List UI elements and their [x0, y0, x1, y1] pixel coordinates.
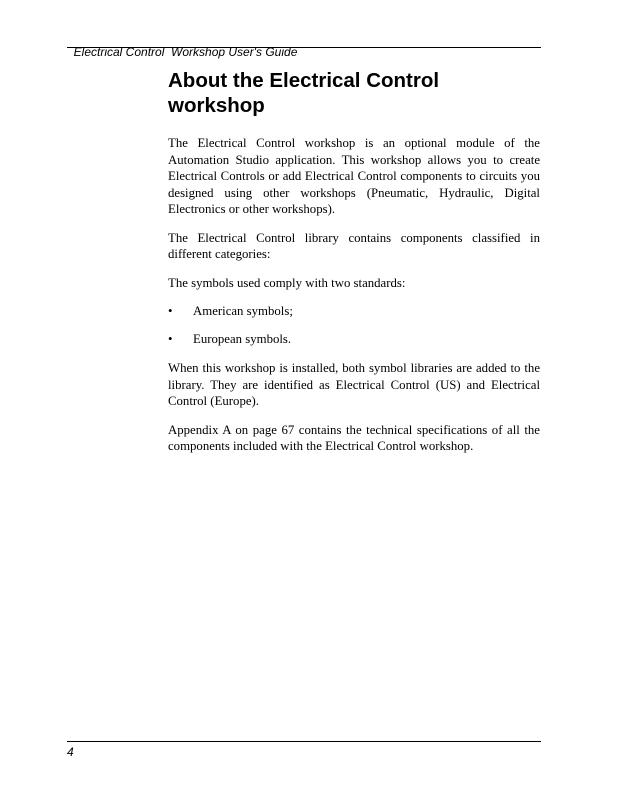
library-paragraph: The Electrical Control library contains components classified in different categories:	[168, 230, 540, 261]
section-title	[168, 68, 540, 118]
appendix-paragraph: Appendix A on page 67 contains the technical specifications of all the components included with the Electrical Control workshop.	[168, 422, 540, 453]
header-title: Electrical Control Workshop User's Guide	[73, 45, 298, 59]
bullet-icon: •	[168, 331, 173, 346]
list-item	[168, 331, 540, 348]
page-body	[168, 68, 540, 467]
standards-paragraph: The symbols used comply with two standards:	[168, 275, 406, 290]
section-title-line-2: workshop	[168, 94, 265, 117]
list-item	[168, 303, 540, 320]
bullet-icon: •	[168, 304, 173, 318]
running-header	[67, 30, 541, 59]
list-item-text: American symbols;	[193, 304, 293, 318]
standards-list	[168, 303, 540, 347]
page-number: 4	[67, 745, 74, 759]
section-title-line-1: About the Electrical Control	[168, 69, 440, 92]
list-item-text: European symbols.	[193, 331, 292, 346]
installation-paragraph: When this workshop is installed, both symbol libraries are added to the library. They are identified as Electrical Control (US) and Electrical Control (Europe).	[168, 361, 540, 408]
running-footer	[67, 741, 541, 760]
intro-paragraph: The Electrical Control workshop is an optional module of the Automation Studio application. This workshop allows you to create Electrical Controls or add Electrical Control components to circuits you designed using other workshops (Pneumatic, Hydraulic, Digital Electronics or other workshops).	[168, 136, 540, 216]
